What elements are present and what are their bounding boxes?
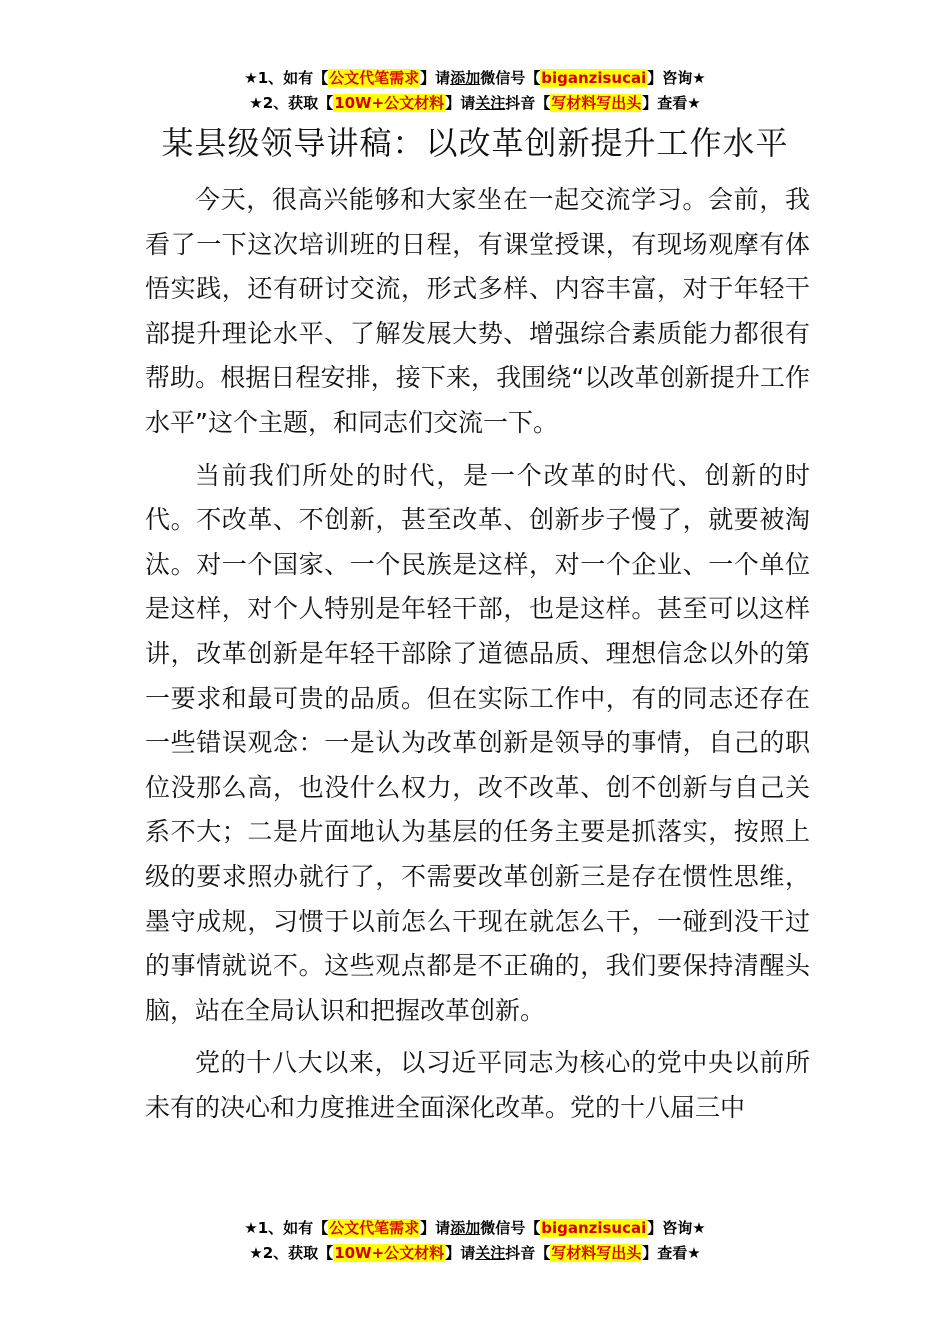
document-title: 某县级领导讲稿：以改革创新提升工作水平 [161,124,789,162]
paragraph-2: 当前我们所处的时代，是一个改革的时代、创新的时代。不改革、不创新，甚至改革、创新步子慢了，就要被淘汰。对一个国家、一个民族是这样，对一个企业、一个单位是这样，对个人特别是年轻干部，也是这样。甚至可以这样讲，改革创新是年轻干部除了道德品质、理想信念以外的第一要求和最可贵的品质。但在实际工作中，有的同志还存在一些错误观念：一是认为改革创新是领导的事情，自己的职位没那么高，也没什么权力，改不改革、创不创新与自己关系不大；二是片面地认为基层的任务主要是抓落实，按照上级的要求照办就行了，不需要改革创新三是存在惯性思维，墨守成规，习惯于以前怎么干现在就怎么干，一碰到没干过的事情就说不。这些观点都是不正确的，我们要保持清醒头脑，站在全局认识和把握改革创新。 [145,460,810,1025]
banner-line-2: ★2、获取【10W+公文材料】请关注抖音【写材料写出头】查看★ [249,1244,701,1262]
document-body [145,178,810,1138]
banner-line-1: ★1、如有【公文代笔需求】请添加微信号【biganzisucai】咨询★ [244,69,706,87]
banner-line-1: ★1、如有【公文代笔需求】请添加微信号【biganzisucai】咨询★ [244,1219,706,1237]
header-banner [0,66,950,116]
highlight-materials: 10W+公文材料 [334,1244,445,1262]
highlight-douyin-account: 写材料写出头 [551,1244,642,1262]
highlight-wechat-id: biganzisucai [541,69,647,87]
highlight-service: 公文代笔需求 [329,69,420,87]
highlight-service: 公文代笔需求 [329,1219,420,1237]
highlight-douyin-account: 写材料写出头 [551,94,642,112]
paragraph-3: 党的十八大以来，以习近平同志为核心的党中央以前所未有的决心和力度推进全面深化改革。党的十八届三中 [145,1048,810,1122]
highlight-wechat-id: biganzisucai [541,1219,647,1237]
paragraph-1: 今天，很高兴能够和大家坐在一起交流学习。会前，我看了一下这次培训班的日程，有课堂授课，有现场观摩有体悟实践，还有研讨交流，形式多样、内容丰富，对于年轻干部提升理论水平、了解发展大势、增强综合素质能力都很有帮助。根据日程安排，接下来，我围绕“以改革创新提升工作水平”这个主题，和同志们交流一下。 [145,185,810,437]
banner-line-2: ★2、获取【10W+公文材料】请关注抖音【写材料写出头】查看★ [249,94,701,112]
footer-banner [0,1216,950,1266]
highlight-materials: 10W+公文材料 [334,94,445,112]
